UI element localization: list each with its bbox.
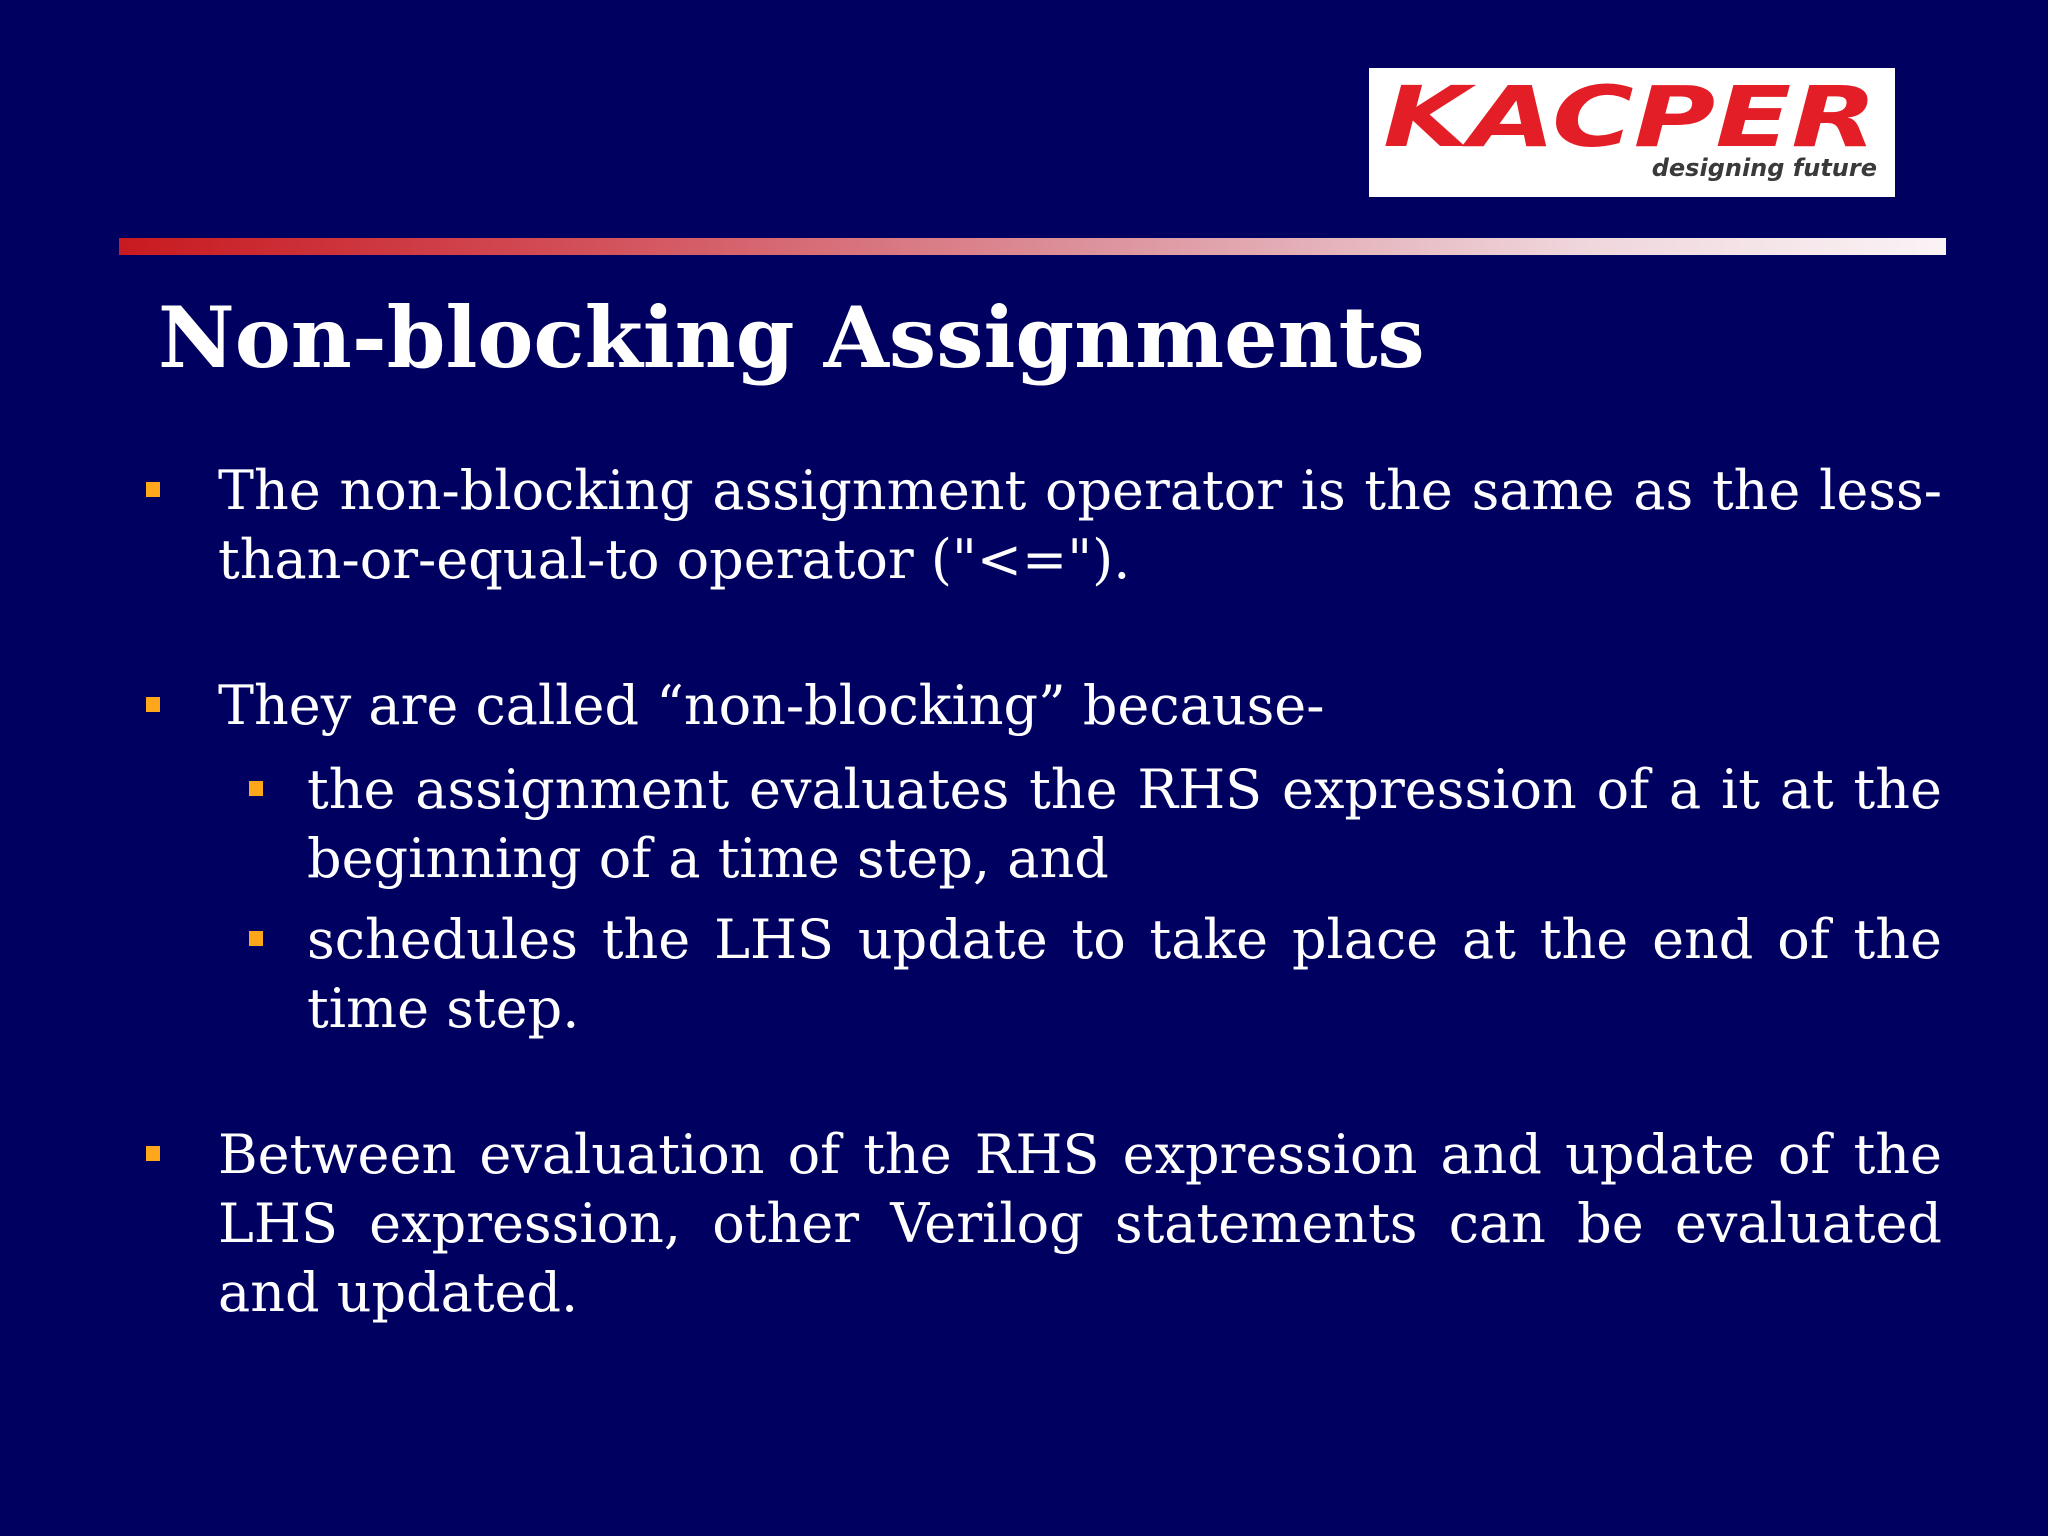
- sub-bullet-item: the assignment evaluates the RHS expression of a it at the beginning of a time step, and: [307, 758, 1942, 890]
- bullet-marker-icon: [146, 1146, 160, 1161]
- slide-title: Non-blocking Assignments: [158, 288, 1425, 387]
- bullet-item: Between evaluation of the RHS expression and update of the LHS expression, other Verilog statements can be evaluated and updated.: [218, 1123, 1942, 1324]
- logo-tagline: designing future: [1651, 154, 1877, 182]
- sub-bullet-item: schedules the LHS update to take place at the end of the time step.: [307, 908, 1942, 1040]
- bullet-marker-icon: [146, 697, 160, 712]
- bullet-marker-icon: [146, 482, 160, 497]
- sub-bullet-marker-icon: [249, 781, 263, 796]
- bullet-item: The non-blocking assignment operator is the same as the less-than-or-equal-to operator ("<=").: [218, 459, 1942, 591]
- logo-wordmark: KACPER: [1383, 68, 1877, 166]
- sub-bullet-marker-icon: [249, 931, 263, 946]
- bullet-item: They are called “non-blocking” because-: [218, 674, 1325, 737]
